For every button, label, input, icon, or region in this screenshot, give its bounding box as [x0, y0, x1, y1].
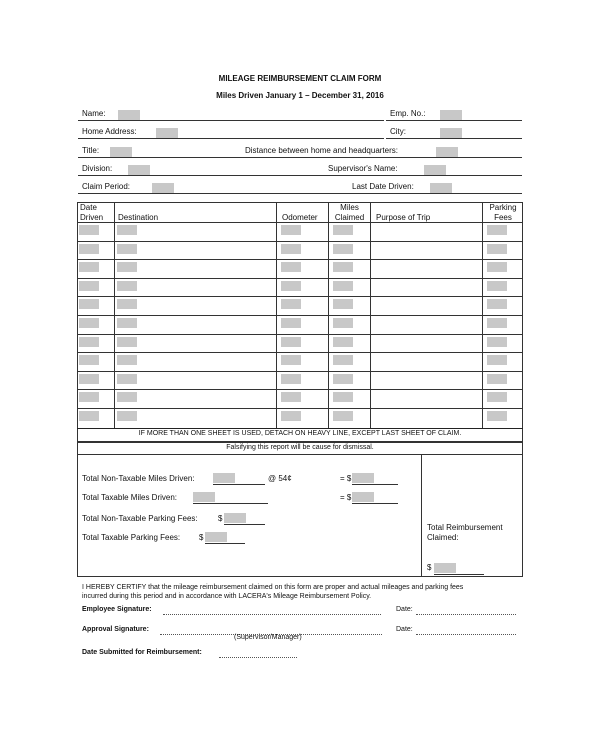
- table-row: [77, 241, 523, 242]
- miles-cell[interactable]: [333, 281, 353, 291]
- detach-note: IF MORE THAN ONE SHEET IS USED, DETACH ON HEAVY LINE, EXCEPT LAST SHEET OF CLAIM.: [138, 430, 462, 437]
- supervisor-name-label: Supervisor's Name:: [328, 164, 398, 173]
- rate-label: @ 54¢: [268, 474, 292, 483]
- odometer-cell[interactable]: [281, 262, 301, 272]
- certify-line-2: incurred during this period and in accordance with LACERA's Mileage Reimbursement Policy.: [82, 593, 372, 600]
- destination-cell[interactable]: [117, 244, 137, 254]
- miles-cell[interactable]: [333, 355, 353, 365]
- odometer-cell[interactable]: [281, 355, 301, 365]
- table-row: [77, 222, 523, 223]
- date-cell[interactable]: [79, 262, 99, 272]
- claim-period-label: Claim Period:: [82, 182, 131, 191]
- col-odometer: Odometer: [282, 213, 318, 222]
- form-title: MILEAGE REIMBURSEMENT CLAIM FORM: [218, 74, 382, 83]
- col-purpose: Purpose of Trip: [376, 213, 431, 222]
- parking-cell[interactable]: [487, 244, 507, 254]
- total-reimbursement-field[interactable]: [434, 563, 456, 573]
- miles-cell[interactable]: [333, 337, 353, 347]
- miles-cell[interactable]: [333, 411, 353, 421]
- destination-cell[interactable]: [117, 374, 137, 384]
- date-cell[interactable]: [79, 411, 99, 421]
- table-row: [77, 315, 523, 316]
- last-date-driven-label: Last Date Driven:: [352, 182, 414, 191]
- city-label: City:: [390, 127, 406, 136]
- date-cell[interactable]: [79, 318, 99, 328]
- equals-dollar-1: = $: [340, 474, 352, 483]
- date-submitted-label: Date Submitted for Reimbursement:: [82, 649, 202, 656]
- total-reimbursement-label: Total Reimbursement Claimed:: [427, 523, 503, 542]
- table-row: [77, 389, 523, 390]
- form-subtitle: Miles Driven January 1 – December 31, 2016: [216, 91, 384, 100]
- taxable-parking-label: Total Taxable Parking Fees:: [82, 533, 181, 542]
- non-taxable-parking-label: Total Non-Taxable Parking Fees:: [82, 514, 198, 523]
- destination-cell[interactable]: [117, 225, 137, 235]
- parking-cell[interactable]: [487, 225, 507, 235]
- title-field[interactable]: [110, 147, 132, 157]
- odometer-cell[interactable]: [281, 281, 301, 291]
- table-row: [77, 259, 523, 260]
- parking-cell[interactable]: [487, 281, 507, 291]
- date-1-line[interactable]: [416, 614, 516, 615]
- parking-cell[interactable]: [487, 411, 507, 421]
- division-field[interactable]: [128, 165, 150, 175]
- destination-cell[interactable]: [117, 318, 137, 328]
- date-cell[interactable]: [79, 244, 99, 254]
- col-destination: Destination: [118, 213, 159, 222]
- date-cell[interactable]: [79, 225, 99, 235]
- miles-cell[interactable]: [333, 262, 353, 272]
- equals-dollar-2: = $: [340, 493, 352, 502]
- city-field[interactable]: [440, 128, 462, 138]
- miles-cell[interactable]: [333, 299, 353, 309]
- miles-cell[interactable]: [333, 392, 353, 402]
- parking-cell[interactable]: [487, 374, 507, 384]
- home-address-label: Home Address:: [82, 127, 137, 136]
- supervisor-manager-note: (Supervisor/Manager): [234, 634, 302, 641]
- claim-period-field[interactable]: [152, 183, 174, 193]
- odometer-cell[interactable]: [281, 374, 301, 384]
- destination-cell[interactable]: [117, 392, 137, 402]
- date-cell[interactable]: [79, 337, 99, 347]
- odometer-cell[interactable]: [281, 225, 301, 235]
- taxable-miles-field[interactable]: [193, 492, 215, 502]
- odometer-cell[interactable]: [281, 392, 301, 402]
- parking-cell[interactable]: [487, 392, 507, 402]
- table-row: [77, 408, 523, 409]
- taxable-miles-label: Total Taxable Miles Driven:: [82, 493, 178, 502]
- date-cell[interactable]: [79, 392, 99, 402]
- emp-no-field[interactable]: [440, 110, 462, 120]
- falsifying-warning: Falsifying this report will be cause for dismissal.: [226, 444, 374, 451]
- division-label: Division:: [82, 164, 113, 173]
- taxable-parking-field[interactable]: [205, 532, 227, 542]
- miles-cell[interactable]: [333, 374, 353, 384]
- destination-cell[interactable]: [117, 299, 137, 309]
- home-address-field[interactable]: [156, 128, 178, 138]
- destination-cell[interactable]: [117, 337, 137, 347]
- odometer-cell[interactable]: [281, 244, 301, 254]
- table-row: [77, 352, 523, 353]
- approval-signature-label: Approval Signature:: [82, 626, 149, 633]
- date-cell[interactable]: [79, 281, 99, 291]
- employee-signature-label: Employee Signature:: [82, 606, 152, 613]
- parking-cell[interactable]: [487, 355, 507, 365]
- col-date-driven: Date Driven: [80, 203, 104, 222]
- date-2-line[interactable]: [416, 634, 516, 635]
- table-row: [77, 296, 523, 297]
- table-row: [77, 278, 523, 279]
- non-taxable-miles-field[interactable]: [213, 473, 235, 483]
- dollar-1: $: [218, 514, 223, 523]
- title-label: Title:: [82, 146, 100, 155]
- date-cell[interactable]: [79, 355, 99, 365]
- certify-line-1: I HEREBY CERTIFY that the mileage reimbursement claimed on this form are proper and actual mileages and parking fees: [82, 584, 464, 591]
- emp-no-label: Emp. No.:: [390, 109, 426, 118]
- parking-cell[interactable]: [487, 262, 507, 272]
- non-taxable-parking-field[interactable]: [224, 513, 246, 523]
- distance-label: Distance between home and headquarters:: [245, 146, 398, 155]
- last-date-driven-field[interactable]: [430, 183, 452, 193]
- odometer-cell[interactable]: [281, 411, 301, 421]
- parking-cell[interactable]: [487, 299, 507, 309]
- distance-field[interactable]: [436, 147, 458, 157]
- miles-cell[interactable]: [333, 225, 353, 235]
- parking-cell[interactable]: [487, 318, 507, 328]
- parking-cell[interactable]: [487, 337, 507, 347]
- date-1-label: Date:: [396, 606, 413, 613]
- col-miles-claimed: Miles Claimed: [334, 203, 365, 222]
- destination-cell[interactable]: [117, 355, 137, 365]
- non-taxable-miles-amount[interactable]: [352, 473, 374, 483]
- destination-cell[interactable]: [117, 281, 137, 291]
- employee-signature-line[interactable]: [163, 614, 381, 615]
- date-2-label: Date:: [396, 626, 413, 633]
- odometer-cell[interactable]: [281, 337, 301, 347]
- miles-cell[interactable]: [333, 318, 353, 328]
- odometer-cell[interactable]: [281, 318, 301, 328]
- dollar-3: $: [427, 563, 432, 572]
- non-taxable-miles-label: Total Non-Taxable Miles Driven:: [82, 474, 195, 483]
- table-row: [77, 334, 523, 335]
- taxable-miles-amount[interactable]: [352, 492, 374, 502]
- dollar-2: $: [199, 533, 204, 542]
- date-cell[interactable]: [79, 299, 99, 309]
- table-row: [77, 371, 523, 372]
- destination-cell[interactable]: [117, 411, 137, 421]
- miles-cell[interactable]: [333, 244, 353, 254]
- name-field[interactable]: [118, 110, 140, 120]
- name-label: Name:: [82, 109, 106, 118]
- odometer-cell[interactable]: [281, 299, 301, 309]
- destination-cell[interactable]: [117, 262, 137, 272]
- supervisor-name-field[interactable]: [424, 165, 446, 175]
- date-submitted-line[interactable]: [219, 657, 297, 658]
- date-cell[interactable]: [79, 374, 99, 384]
- col-parking-fees: Parking Fees: [489, 203, 517, 222]
